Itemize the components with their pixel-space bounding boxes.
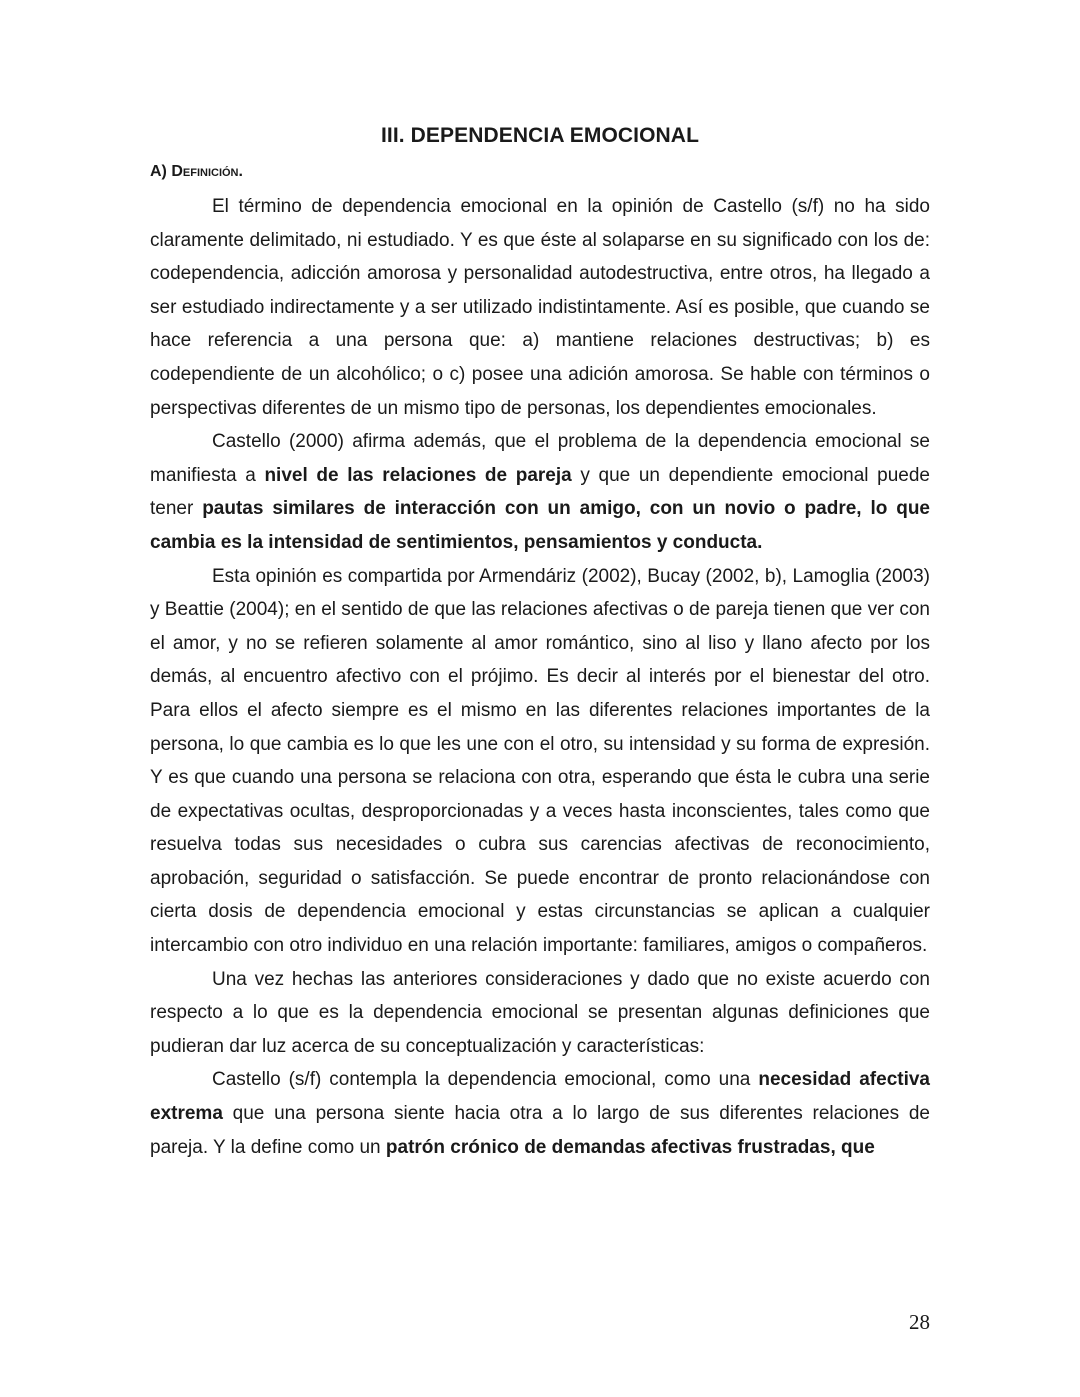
paragraph-5-text-2: que una persona siente hacia otra a lo largo de sus diferentes relaciones de pareja. Y la define como un xyxy=(150,1103,930,1158)
section-heading: A) Definición. xyxy=(150,163,243,180)
paragraph-2-text-1: Castello (2000) afirma además, que el problema de la dependencia emocional se manifiesta a xyxy=(150,431,930,486)
paragraph-5-text-1: Castello (s/f) contempla la dependencia emocional, como una xyxy=(212,1069,759,1091)
paragraph-5 xyxy=(150,1063,930,1164)
paragraph-5-bold-1: necesidad afectiva extrema xyxy=(150,1069,931,1125)
page-number: 28 xyxy=(909,1310,930,1334)
paragraph-2 xyxy=(150,425,930,559)
paragraph-3: Esta opinión es compartida por Armendáriz (2002), Bucay (2002, b), Lamoglia (2003) y Beattie (2004); en el sentido de que las relaciones afectivas o de pareja tienen que ver con el amor, y no se refieren solamente al amor romántico, sino al liso y llano afecto por los demás, al encuentro afectivo con el prójimo. Es decir al interés por el bienestar del otro. Para ellos el afecto siempre es el mismo en las diferentes relaciones importantes de la persona, lo que cambia es lo que les une con el otro, su intensidad y su forma de expresión. Y es que cuando una persona se relaciona con otra, esperando que ésta le cubra una serie de expectativas ocultas, desproporcionadas y a veces hasta inconscientes, tales como que resuelva todas sus necesidades o cubra sus carencias afectivas de reconocimiento, aprobación, seguridad o satisfacción. Se puede encontrar de pronto relacionándose con cierta dosis de dependencia emocional y estas circunstancias se aplican a cualquier intercambio con otro individuo en una relación importante: familiares, amigos o compañeros. xyxy=(150,565,930,957)
body-text xyxy=(150,190,930,1164)
paragraph-4: Una vez hechas las anteriores consideraciones y dado que no existe acuerdo con respecto a lo que es la dependencia emocional se presentan algunas definiciones que pudieran dar luz acerca de su conceptualización y características: xyxy=(150,968,930,1057)
paragraph-1: El término de dependencia emocional en la opinión de Castello (s/f) no ha sido claramente delimitado, ni estudiado. Y es que éste al solaparse en su significado con los de: codependencia, adicción amorosa y personalidad autodestructiva, entre otros, ha llegado a ser estudiado indirectamente y a ser utilizado indistintamente. Así es posible, que cuando se hace referencia a una persona que: a) mantiene relaciones destructivas; b) es codependiente de un alcohólico; o c) posee una adición amorosa. Se hable con términos o perspectivas diferentes de un mismo tipo de personas, los dependientes emocionales. xyxy=(150,196,930,419)
paragraph-2-text-2: y que un dependiente emocional puede tener xyxy=(150,464,930,520)
paragraph-2-bold-2: pautas similares de interacción con un amigo, con un novio o padre, lo que cambia es la intensidad de sentimientos, pensamientos y conducta. xyxy=(150,498,930,553)
chapter-title: III. DEPENDENCIA EMOCIONAL xyxy=(380,124,699,147)
paragraph-5-bold-2: patrón crónico de demandas afectivas frustradas, que xyxy=(385,1136,875,1158)
paragraph-2-bold-1: nivel de las relaciones de pareja xyxy=(264,464,572,486)
